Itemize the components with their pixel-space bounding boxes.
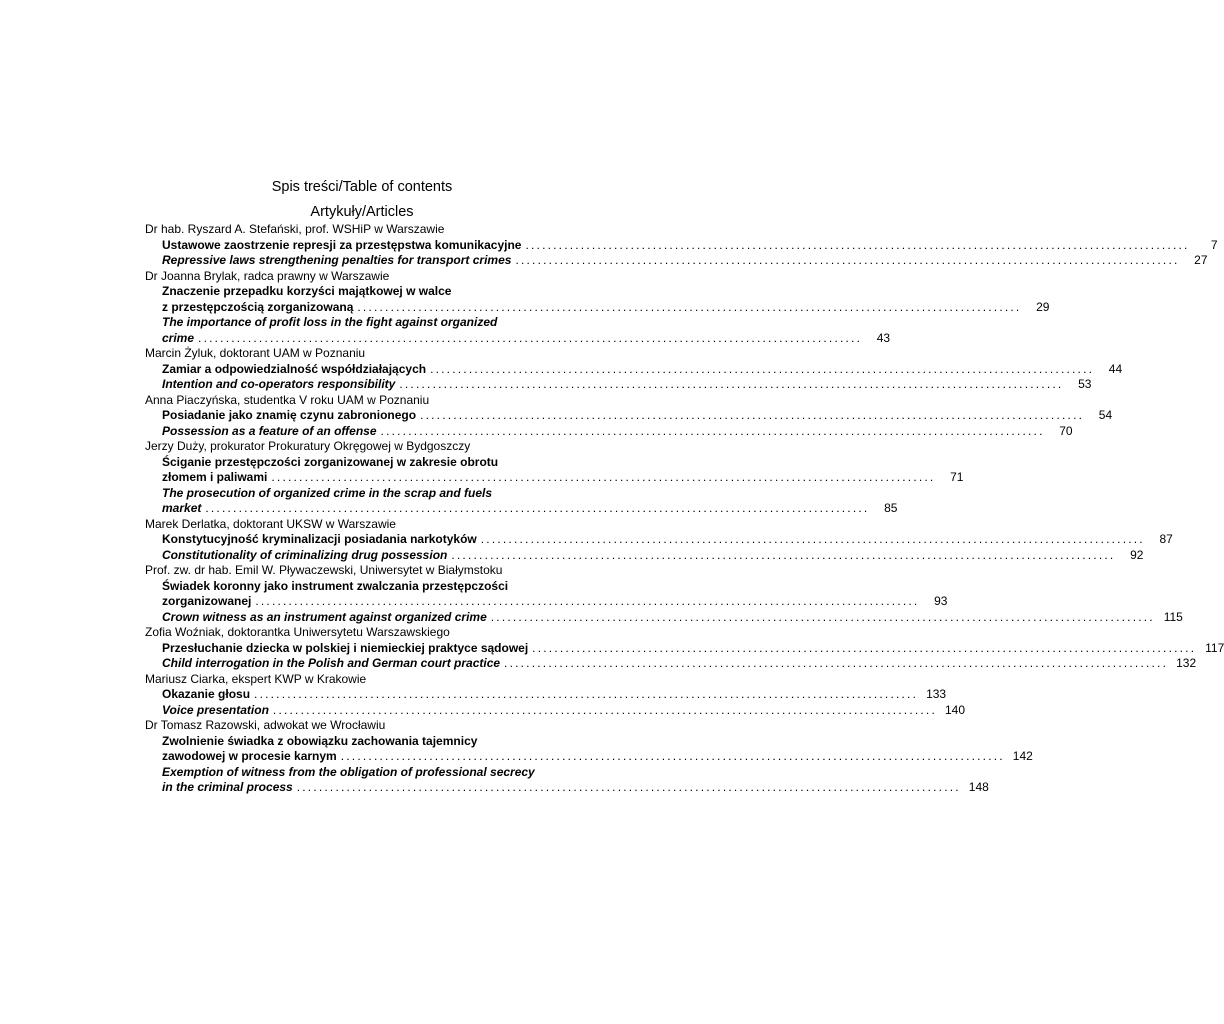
dot-leader: ........................................................................................................................	[272, 702, 937, 717]
toc-entry-line	[162, 640, 1224, 657]
toc-author: Prof. zw. dr hab. Emil W. Pływaczewski, Uniwersytet w Białymstoku	[145, 563, 503, 577]
toc-page-number: 117	[1205, 640, 1224, 655]
dot-leader: ........................................................................................................................	[515, 253, 1180, 267]
toc-author: Marcin Żyluk, doktorant UAM w Poznaniu	[145, 346, 366, 360]
toc-entry-line	[162, 423, 1073, 440]
toc-entry-title: market	[162, 501, 202, 515]
toc-entry-line	[162, 780, 989, 796]
toc-page-number: 140	[944, 702, 965, 717]
toc-entry-line	[162, 765, 580, 781]
dot-leader: ........................................................................................................................	[420, 408, 1085, 422]
toc-page-number: 29	[1036, 299, 1050, 314]
toc-entry[interactable]	[145, 454, 964, 486]
toc-page-number: 44	[1108, 361, 1123, 376]
toc-page-number: 7	[1210, 237, 1218, 252]
toc-page-number: 148	[968, 780, 989, 794]
toc-entry-title: Przesłuchanie dziecka w polskiej i niemieckiej praktyce sądowej	[162, 640, 529, 655]
toc-entry-title: Ściganie przestępczości zorganizowanej w zakresie obrotu	[162, 454, 499, 469]
toc-entry[interactable]	[145, 408, 1113, 424]
toc-author: Marek Derlatka, doktorant UKSW w Warszawie	[145, 516, 396, 531]
toc-page-number: 133	[926, 687, 947, 701]
section-title: Artykuły/Articles	[310, 204, 414, 220]
toc-page-number: 85	[884, 501, 898, 515]
toc-entry-title: Ustawowe zaostrzenie represji za przestępstwa komunikacyjne	[162, 237, 522, 252]
toc-page-number: 43	[876, 330, 891, 345]
toc-entry-line	[162, 377, 1092, 393]
toc-entry-line	[162, 253, 1208, 269]
toc-entry-title: Konstytucyjność kryminalizacji posiadania narkotyków	[162, 532, 477, 546]
toc-page-number: 53	[1078, 377, 1092, 391]
toc-entry-line	[162, 284, 580, 300]
dot-leader: ........................................................................................................................	[198, 330, 863, 345]
toc-author: Anna Piaczyńska, studentka V roku UAM w Poznaniu	[145, 392, 430, 407]
toc-entry[interactable]	[145, 609, 1183, 626]
toc-entry-line	[162, 656, 1197, 672]
dot-leader: ........................................................................................................................	[340, 749, 1005, 763]
toc-entry-title: in the criminal process	[162, 780, 293, 794]
toc-entry-line	[162, 579, 580, 595]
toc-entry-title: crime	[162, 330, 195, 345]
dot-leader: ........................................................................................................................	[296, 780, 961, 794]
toc-page-number: 87	[1159, 532, 1173, 546]
toc-entry-line	[162, 749, 1033, 765]
toc-author: Jerzy Duży, prokurator Prokuratury Okręgowej w Bydgoszczy	[145, 439, 471, 453]
toc-entry[interactable]	[145, 532, 1173, 548]
toc-page-number: 115	[1163, 609, 1183, 624]
toc-entry-title: z przestępczością zorganizowaną	[162, 299, 354, 314]
toc-entry-title: Repressive laws strengthening penalties for transport crimes	[162, 253, 512, 267]
toc-entry-title: The prosecution of organized crime in the scrap and fuels	[162, 485, 493, 500]
dot-leader: ........................................................................................................................	[357, 299, 1022, 314]
toc-entry-line	[162, 702, 965, 719]
dot-leader: ........................................................................................................................	[205, 501, 870, 515]
dot-leader: ........................................................................................................................	[480, 532, 1145, 546]
toc-page-number: 27	[1194, 253, 1208, 267]
toc-entry-line	[162, 734, 580, 750]
toc-entry-title: Crown witness as an instrument against organized crime	[162, 609, 487, 624]
toc-entry-title: Exemption of witness from the obligation of professional secrecy	[162, 764, 535, 779]
toc-entry-line	[162, 237, 1218, 254]
toc-entry-line	[162, 532, 1173, 548]
toc-entry[interactable]	[145, 687, 947, 703]
toc-entry-title: Posiadanie jako znamię czynu zabronionego	[162, 408, 417, 422]
toc-entry-line	[162, 299, 1050, 316]
toc-entry[interactable]	[145, 253, 1208, 269]
toc-entry-title: Okazanie głosu	[162, 687, 251, 701]
table-of-contents	[145, 222, 1224, 796]
dot-leader: ........................................................................................................................	[255, 594, 920, 608]
toc-entry[interactable]	[145, 764, 989, 796]
toc-entry-line	[162, 330, 891, 347]
toc-entry-title: zawodowej w procesie karnym	[162, 749, 337, 763]
dot-leader: ........................................................................................................................	[430, 361, 1095, 376]
toc-entry[interactable]	[145, 547, 1144, 564]
toc-entry-title: Zamiar a odpowiedzialność współdziałających	[162, 361, 427, 376]
dot-leader: ........................................................................................................................	[380, 423, 1045, 438]
toc-entry-title: zorganizowanej	[162, 594, 252, 608]
toc-entry-line	[162, 501, 898, 517]
dot-leader: ........................................................................................................................	[399, 377, 1064, 391]
toc-entry-line	[162, 594, 948, 610]
toc-page-number: 54	[1098, 408, 1113, 422]
toc-entry-title: Świadek koronny jako instrument zwalczania przestępczości	[162, 578, 509, 593]
toc-entry-line	[162, 547, 1144, 564]
toc-entry[interactable]	[145, 423, 1073, 440]
toc-entry-title: Intention and co-operators responsibility	[162, 377, 396, 391]
toc-entry[interactable]	[145, 237, 1218, 254]
toc-entry[interactable]	[145, 485, 898, 517]
toc-entry-line	[162, 455, 580, 471]
toc-page-number: 142	[1012, 749, 1033, 763]
toc-author: Dr Tomasz Razowski, adwokat we Wrocławiu	[145, 718, 386, 732]
toc-page-number: 93	[934, 594, 948, 608]
toc-entry-line	[162, 408, 1113, 424]
toc-entry-line	[162, 361, 1123, 378]
toc-entry-title: Znaczenie przepadku korzyści majątkowej w walce	[162, 284, 452, 298]
toc-entry-title: Constitutionality of criminalizing drug possession	[162, 547, 448, 562]
toc-entry[interactable]	[145, 315, 891, 346]
toc-author: Dr Joanna Brylak, radca prawny w Warszawie	[145, 268, 390, 283]
dot-leader: ........................................................................................................................	[532, 640, 1197, 655]
toc-entry-line	[162, 486, 580, 502]
page-title: Spis treści/Table of contents	[271, 179, 453, 195]
toc-page-number: 92	[1130, 547, 1144, 562]
toc-page-number: 71	[950, 470, 964, 484]
toc-author: Zofia Woźniak, doktorantka Uniwersytetu Warszawskiego	[145, 625, 450, 639]
toc-page-number: 132	[1176, 656, 1197, 670]
toc-entry[interactable]	[145, 361, 1123, 378]
toc-entry[interactable]	[145, 733, 1033, 765]
toc-author: Dr hab. Ryszard A. Stefański, prof. WSHiP w Warszawie	[145, 222, 445, 236]
dot-leader: ........................................................................................................................	[254, 687, 919, 701]
dot-leader: ........................................................................................................................	[504, 656, 1169, 670]
toc-entry-line	[162, 315, 580, 331]
toc-entry[interactable]	[145, 640, 1224, 657]
toc-entry[interactable]	[145, 284, 1050, 315]
toc-page-number: 70	[1059, 423, 1073, 438]
toc-author: Mariusz Ciarka, ekspert KWP w Krakowie	[145, 671, 367, 686]
toc-entry[interactable]	[145, 702, 965, 719]
dot-leader: ........................................................................................................................	[525, 237, 1190, 252]
toc-entry-title: The importance of profit loss in the fight against organized	[162, 315, 498, 329]
dot-leader: ........................................................................................................................	[271, 470, 936, 484]
toc-entry-line	[162, 687, 947, 703]
toc-entry-line	[162, 609, 1183, 626]
toc-entry-title: Voice presentation	[162, 702, 269, 717]
dot-leader: ........................................................................................................................	[490, 609, 1155, 624]
toc-entry[interactable]	[145, 578, 948, 610]
toc-entry-title: Child interrogation in the Polish and German court practice	[162, 656, 501, 670]
toc-entry-title: Possession as a feature of an offense	[162, 423, 377, 438]
toc-entry-title: złomem i paliwami	[162, 470, 268, 484]
toc-entry-line	[162, 470, 964, 486]
toc-entry-title: Zwolnienie świadka z obowiązku zachowania tajemnicy	[162, 733, 478, 748]
dot-leader: ........................................................................................................................	[451, 547, 1116, 562]
toc-entry[interactable]	[145, 377, 1092, 393]
toc-entry[interactable]	[145, 656, 1197, 672]
